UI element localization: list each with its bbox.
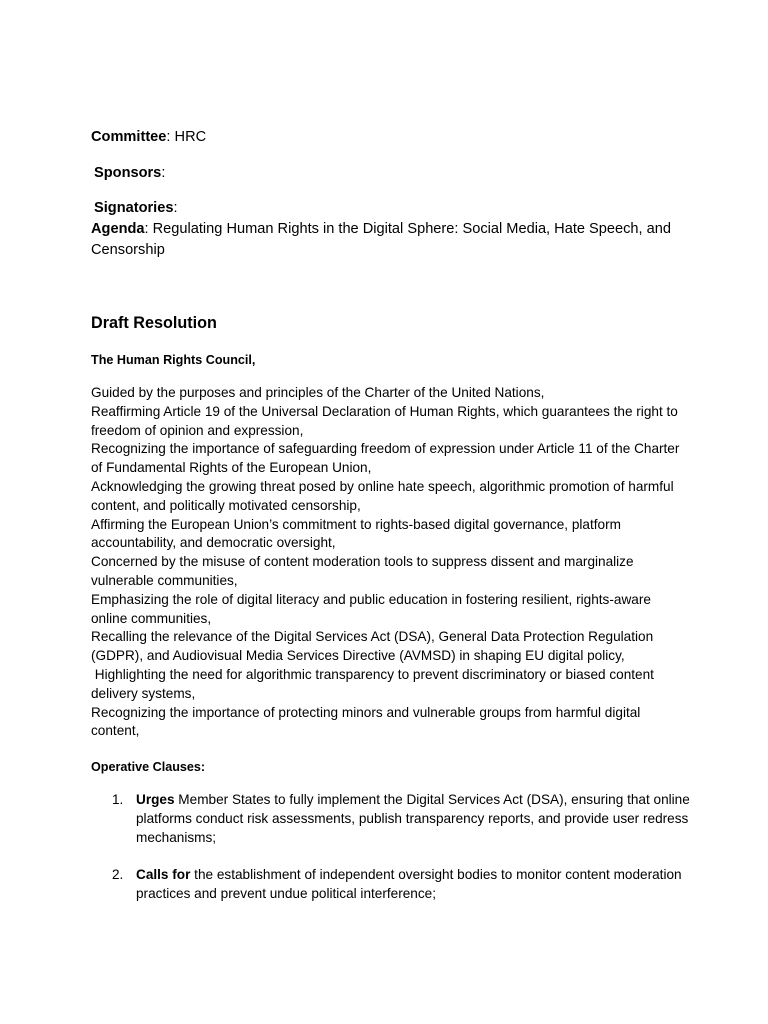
agenda-line xyxy=(91,219,681,260)
operative-clauses xyxy=(91,791,691,923)
signatories-value: : xyxy=(173,200,178,216)
clause-verb: Calls for xyxy=(136,867,191,883)
preambular-clause: Affirming the European Union’s commitment to rights-based digital governance, platform accountability, and democratic oversight, xyxy=(91,516,621,551)
operative-clause xyxy=(91,866,691,904)
clause-verb: Urges xyxy=(136,792,175,807)
preambular-clauses xyxy=(91,384,681,741)
signatories-line xyxy=(94,198,684,218)
clause-body: Member States to fully implement the Digital Services Act (DSA), ensuring that online platforms conduct risk assessments, publish transparency reports, and provide user redress mechanisms; xyxy=(136,792,690,845)
agenda-label: Agenda xyxy=(91,221,145,237)
clause-text xyxy=(136,791,691,847)
preambular-clause: Emphasizing the role of digital literacy and public education in fostering resilient, rights-aware online communities, xyxy=(91,591,651,626)
preambular-clause: Recognizing the importance of safeguarding freedom of expression under Article 11 of the Charter of Fundamental Rights of the European Union, xyxy=(91,441,680,476)
sponsors-label: Sponsors xyxy=(94,165,162,181)
preambular-clause: Recognizing the importance of protecting minors and vulnerable groups from harmful digital content, xyxy=(91,704,641,739)
preambular-clause: Reaffirming Article 19 of the Universal Declaration of Human Rights, which guarantees the right to freedom of opinion and expression, xyxy=(91,403,678,438)
sponsors-line xyxy=(94,163,684,183)
preambular-clause: Concerned by the misuse of content moderation tools to suppress dissent and marginalize vulnerable communities, xyxy=(91,554,634,588)
clause-text xyxy=(136,866,691,904)
preambular-clause: Recalling the relevance of the Digital Services Act (DSA), General Data Protection Regulation (GDPR), and Audiovisual Media Services Directive (AVMSD) in shaping EU digital policy, xyxy=(91,629,654,664)
operative-clause xyxy=(91,791,691,847)
preambular-clause: Highlighting the need for algorithmic transparency to prevent discriminatory or biased content delivery systems, xyxy=(91,666,658,701)
committee-line xyxy=(91,127,681,147)
clause-number: 1. xyxy=(112,792,124,807)
document-title: Draft Resolution xyxy=(91,314,217,332)
signatories-label: Signatories xyxy=(94,200,174,216)
preambular-clause: Guided by the purposes and principles of the Charter of the United Nations, xyxy=(91,385,545,400)
committee-label: Committee xyxy=(91,129,167,145)
committee-value: : HRC xyxy=(166,129,207,145)
agenda-value: : Regulating Human Rights in the Digital Sphere: Social Media, Hate Speech, and Censorship xyxy=(91,221,672,258)
clause-number: 2. xyxy=(112,867,124,883)
body-name: The Human Rights Council, xyxy=(91,353,256,367)
operative-heading: Operative Clauses: xyxy=(91,760,206,774)
sponsors-value: : xyxy=(161,165,166,181)
preambular-clause: Acknowledging the growing threat posed by online hate speech, algorithmic promotion of harmful content, and politically motivated censorship, xyxy=(91,478,674,513)
clause-body: the establishment of independent oversight bodies to monitor content moderation practices and prevent undue political interference; xyxy=(136,867,682,901)
